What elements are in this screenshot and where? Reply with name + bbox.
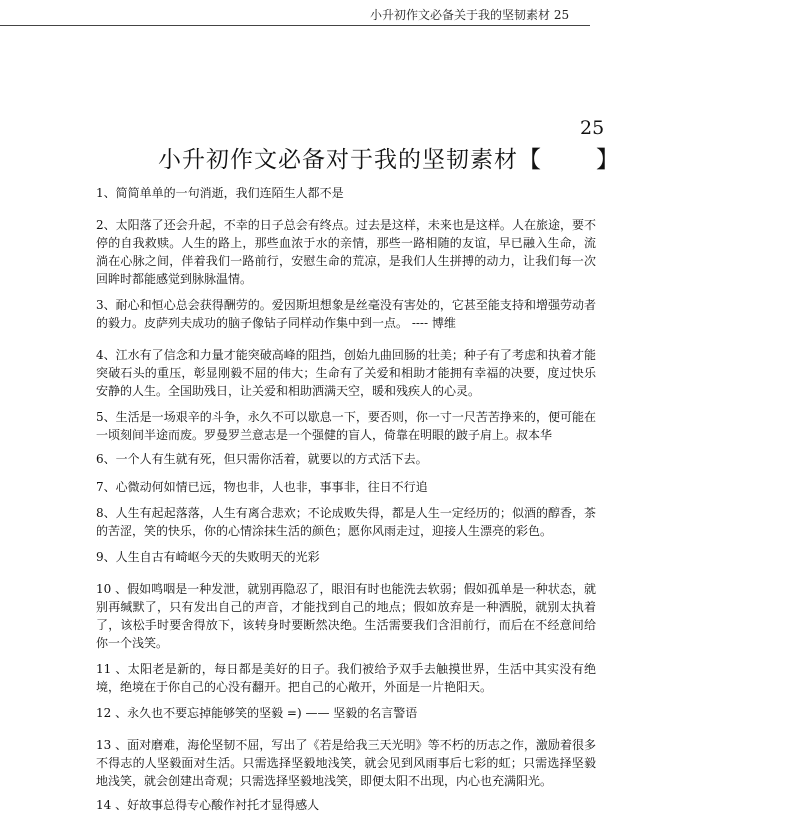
list-item (96, 660, 596, 696)
item-text: 3、耐心和恒心总会获得酬劳的。爱因斯坦想象是丝毫没有害处的，它甚至能支持和增强劳动者的毅力。皮萨列夫成功的脑子像钻子同样动作集中到一点。 ---- 博维 (96, 298, 596, 330)
title-text: 小升初作文必备对于我的坚韧素材【 (158, 147, 542, 173)
item-text: 6、一个人有生就有死，但只需你活着，就要以的方式活下去。 (96, 452, 428, 466)
item-text: 11 、太阳老是新的，每日都是美好的日子。我们被给予双手去触摸世界，生活中其实没有绝境，绝境在于你自己的心没有翻开。把自己的心敞开，外面是一片艳阳天。 (96, 662, 596, 694)
item-text: 13 、面对磨难，海伦坚韧不屈，写出了《若是给我三天光明》等不朽的历志之作，激励着很多不得志的人坚毅面对生活。只需选择坚毅地浅笑，就会见到风雨事后七彩的虹；只需选择坚毅地浅笑，就会创建出奇观；只需选择坚毅地浅笑，即便太阳不出现，内心也充满阳光。 (96, 738, 596, 788)
list-item (96, 478, 596, 496)
list-item (96, 346, 596, 400)
page-number: 25 (580, 117, 605, 139)
list-item (96, 450, 596, 468)
title-close-bracket: 】 (596, 147, 620, 173)
item-text: 5、生活是一场艰辛的斗争，永久不可以歇息一下，要否则，你一寸一尺苦苦挣来的，便可能在一顷刻间半途而废。罗曼罗兰意志是一个强健的盲人，倚靠在明眼的跛子肩上。叔本华 (96, 410, 596, 442)
list-item (96, 704, 596, 722)
item-text: 12 、永久也不要忘掉能够笑的坚毅 =) —— 坚毅的名言警语 (96, 706, 418, 720)
item-text: 1、简简单单的一句消逝，我们连陌生人都不是 (96, 186, 344, 200)
list-item (96, 580, 596, 652)
list-item (96, 736, 596, 790)
list-item (96, 184, 596, 202)
list-item (96, 296, 596, 332)
item-text: 10 、假如鸣咽是一种发泄，就别再隐忍了，眼泪有时也能洗去软弱；假如孤单是一种状态，就别再缄默了，只有发出自己的声音，才能找到自己的地点；假如放弃是一种洒脱，就别太执着了，该松手时要舍得放下，该转身时要断然决绝。生活需要我们含泪前行，而后在不经意间给你一个浅笑。 (96, 582, 596, 650)
list-item (96, 504, 596, 540)
list-item (96, 796, 596, 814)
item-text: 4、江水有了信念和力量才能突破高峰的阻挡，创始九曲回肠的壮美；种子有了考虑和执着才能突破石头的重压，彰显刚毅不屈的伟大；生命有了关爱和相助才能拥有幸福的决要，度过快乐安静的人生。全国助残日，让关爱和相助洒满天空，暖和残疾人的心灵。 (96, 348, 596, 398)
item-text: 7、心微动何如情已远，物也非，人也非，事事非，往日不行追 (96, 480, 428, 494)
item-text: 14 、好故事总得专心酸作衬托才显得感人 (96, 798, 320, 812)
item-text: 8、人生有起起落落，人生有离合悲欢；不论成败失得，都是人生一定经历的；似酒的醇香，茶的苦涩，笑的快乐，你的心情涂抹生活的颜色；愿你风雨走过，迎接人生漂亮的彩色。 (96, 506, 596, 538)
item-text: 9、人生自古有崎岖今天的失败明天的光彩 (96, 550, 320, 564)
item-text: 2、太阳落了还会升起，不幸的日子总会有终点。过去是这样，未来也是这样。人在旅途，要不停的自我救赎。人生的路上，那些血浓于水的亲情，那些一路相随的友谊，早已融入生命，流淌在心脉之间，伴着我们一路前行，安慰生命的荒凉，是我们人生拼搏的动力，让我们每一次回眸时都能感觉到脉脉温情。 (96, 218, 596, 286)
list-item (96, 548, 596, 566)
page-title (158, 141, 620, 174)
running-header: 小升初作文必备关于我的坚韧素材 25 (370, 8, 570, 22)
header-rule (0, 25, 590, 26)
list-item (96, 408, 596, 444)
list-item (96, 216, 596, 288)
